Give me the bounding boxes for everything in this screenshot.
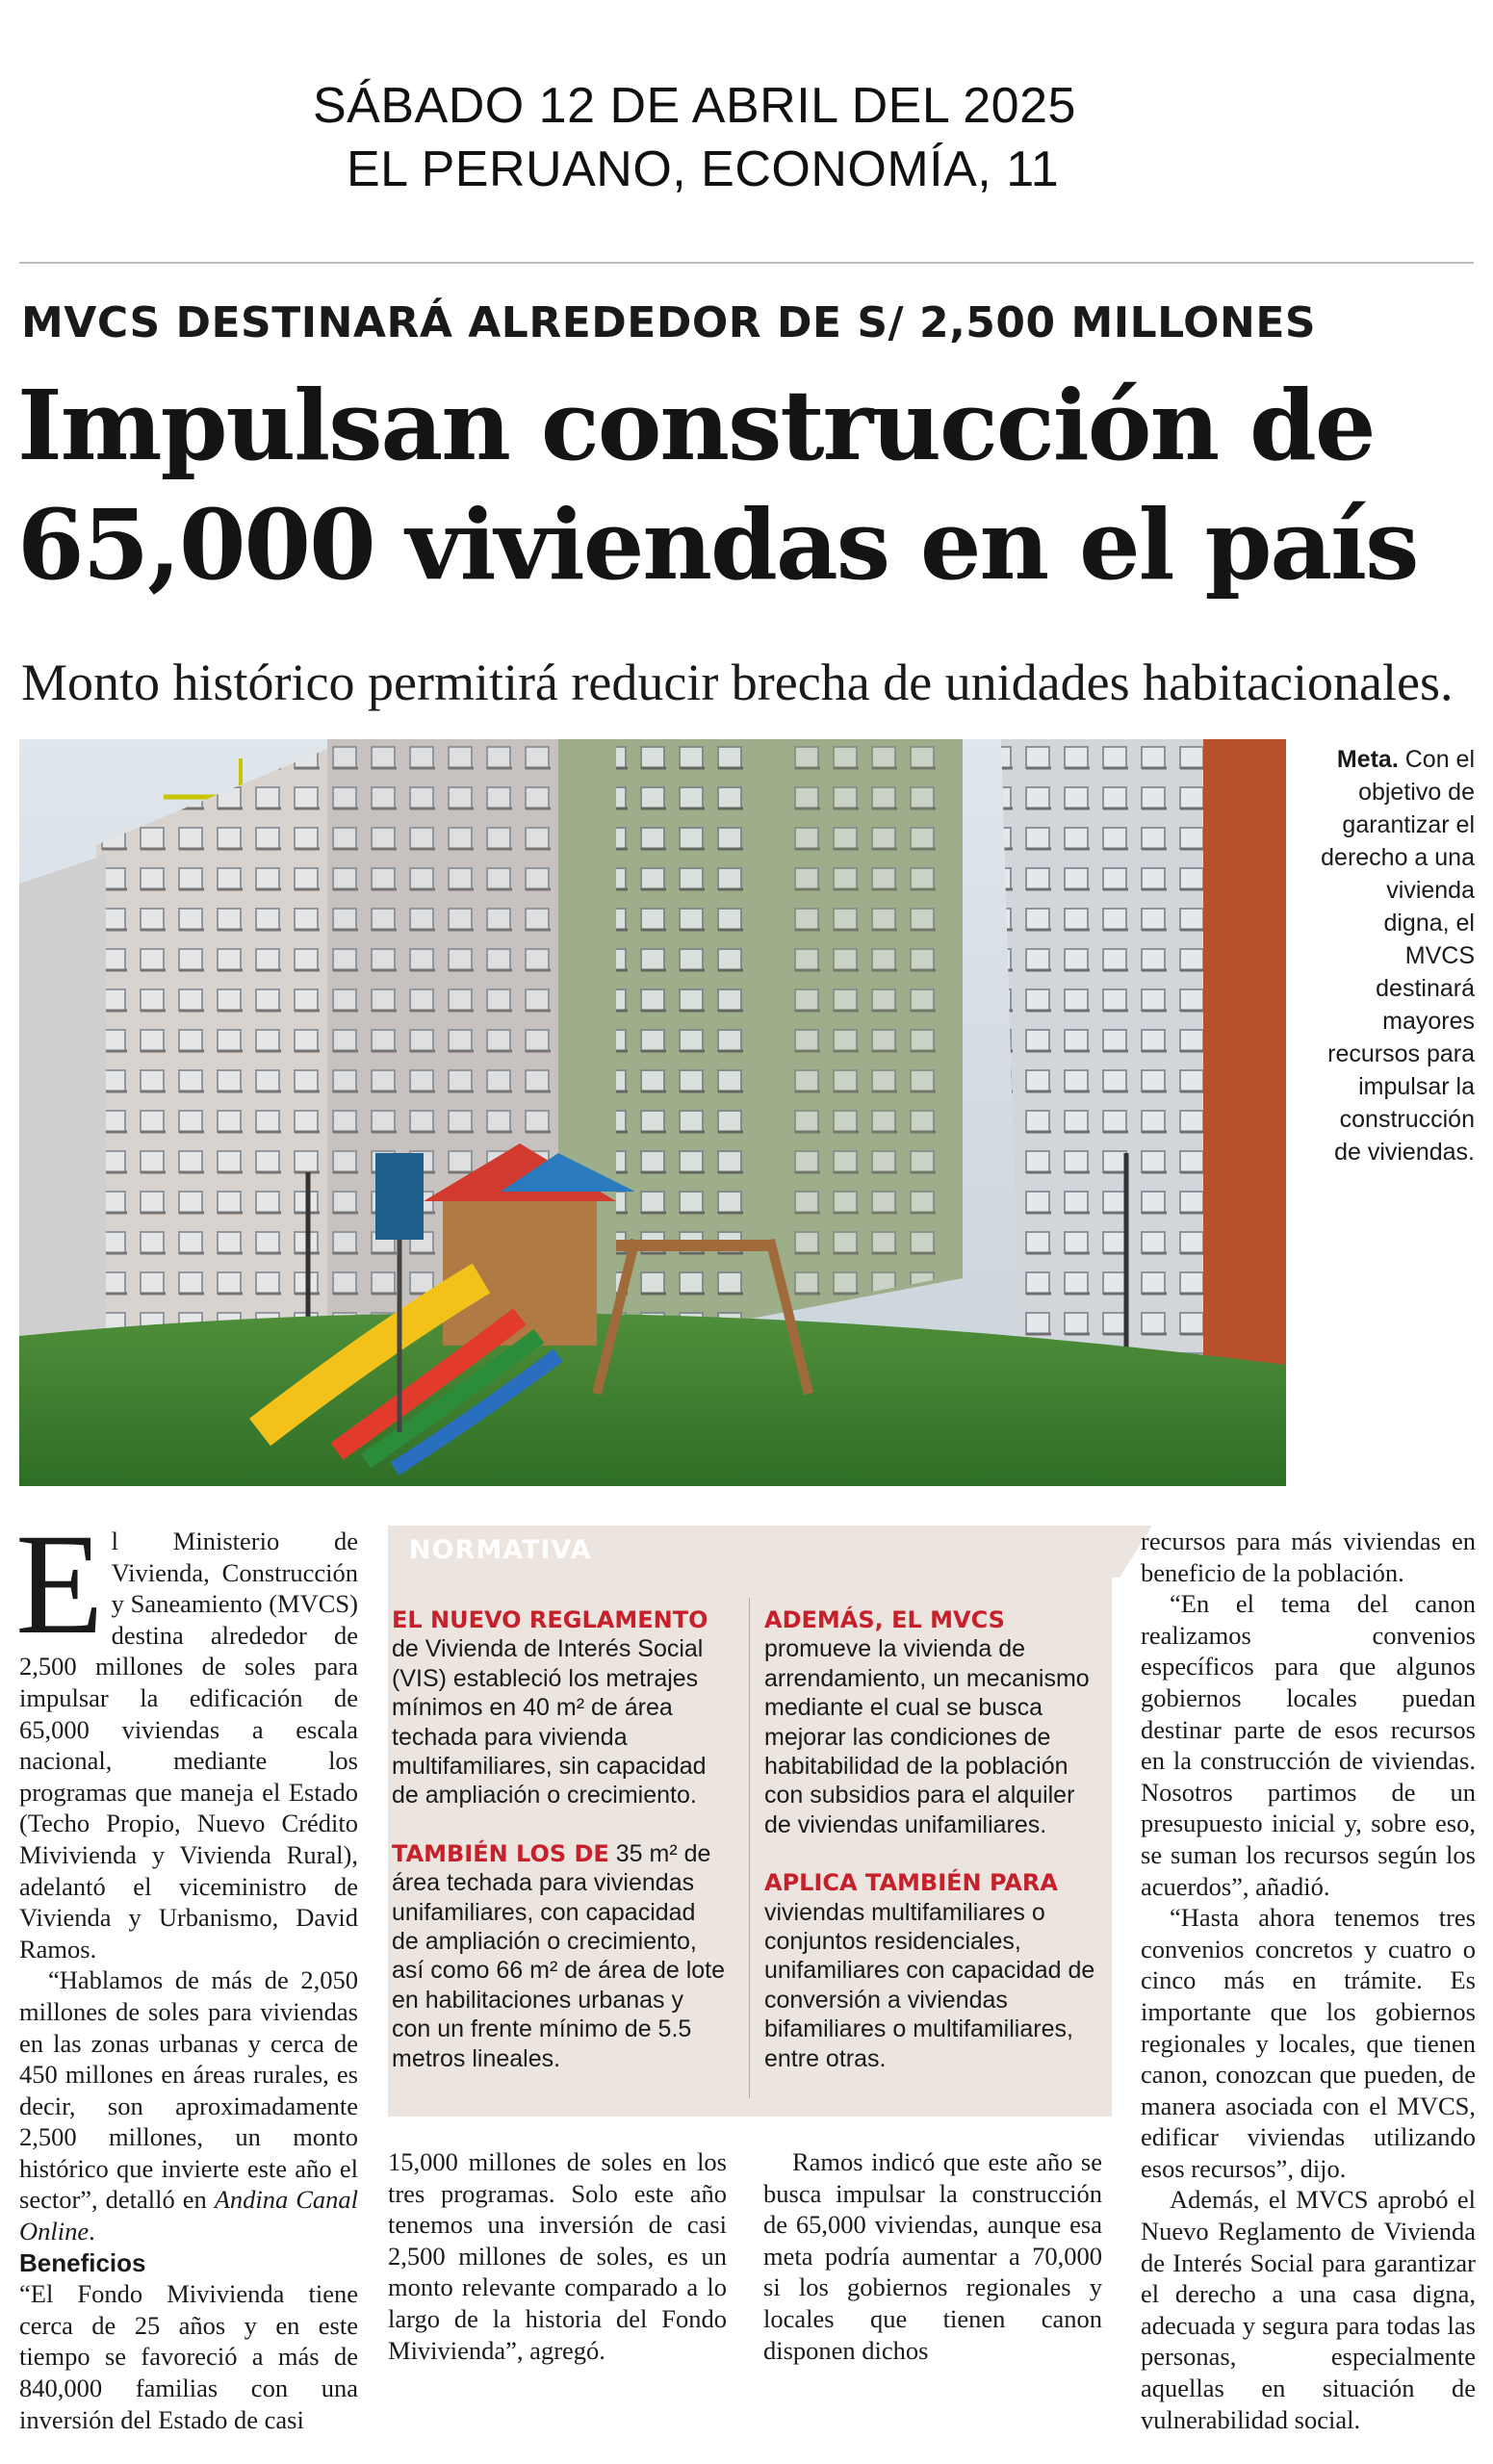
drop-cap: E [15,1504,104,1664]
header-divider [19,262,1474,264]
body-paragraph-5: Ramos indicó que este año se busca impulsar la construcción de 65,000 viviendas, aunque esa meta podría aumentar a 70,000 si los gobiernos regionales y locales que tienen canon disponen dichos [763,2147,1102,2365]
edition-date: SÁBADO 12 DE ABRIL DEL 2025 [313,78,1076,134]
article-headline [17,366,1476,604]
body-paragraph-8: “Hasta ahora tenemos tres convenios concretos y cuatro o cinco más en trámite. Es importante que los gobiernos regionales y locales, que tienen canon, conozcan que pueden, de manera asociada con el MVCS, edificar viviendas utilizando esos recursos”, dijo. [1141,1903,1476,2183]
box-item-lead: ADEMÁS, EL MVCS [764,1606,1005,1633]
box-divider [749,1598,750,2098]
box-item-text: de Vivienda de Interés Social (VIS) estableció los metrajes mínimos en 40 m² de área techada para vivienda multifamiliares, sin capacidad de ampliación o crecimiento. [392,1635,707,1810]
box-column-left [392,1605,729,2102]
quote-text: “Hablamos de más de 2,050 millones de soles para viviendas en las zonas urbanas y cerca de 450 millones en áreas rurales, es decir, son aproximadamente 2,500 millones, un monto histórico que invierte este año el sector”, detalló en [19,1965,358,2215]
box-item-text: promueve la vivienda de arrendamiento, un mecanismo mediante el cual se busca mejorar las condiciones de habitabilidad de la población con subsidios para el alquiler de viviendas unifamiliares. [764,1635,1090,1838]
body-column-3 [763,2146,1102,2366]
body-column-2 [388,2146,727,2366]
box-item-3 [764,1605,1106,1839]
box-item-lead: TAMBIÉN LOS DE [392,1839,609,1867]
body-paragraph-4: 15,000 millones de soles en los tres programas. Solo este año tenemos una inversión de casi 2,500 millones de soles, es un monto relevante comparado a lo largo de la historia del Fondo Mivivienda”, agregó. [388,2147,727,2365]
article-kicker: MVCS DESTINARÁ ALREDEDOR DE S/ 2,500 MILLONES [21,298,1317,347]
box-item-4 [764,1868,1106,2073]
box-item-1 [392,1605,729,1810]
section-subtitle: Beneficios [19,2247,146,2277]
photo-caption [1321,743,1475,1168]
box-item-lead: APLICA TAMBIÉN PARA [764,1869,1058,1897]
article-photo [19,739,1286,1486]
body-paragraph-2 [19,1964,358,2246]
headline-line-2: 65,000 viviendas en el país [17,488,1418,602]
box-item-2 [392,1839,729,2073]
publication-source: EL PERUANO, ECONOMÍA, 11 [347,141,1060,197]
body-paragraph-7: “En el tema del canon realizamos convenios específicos para que algunos gobiernos locales puedan destinar parte de esos recursos en la construcción de viviendas. Nosotros partimos de un presupuesto inicial y, sobre eso, se suman los recursos según los acuerdos”, añadió. [1141,1589,1476,1901]
caption-text: Con el objetivo de garantizar el derecho a una vivienda digna, el MVCS destinará mayores recursos para impulsar la construcción de viviendas. [1321,746,1475,1166]
body-paragraph-9: Además, el MVCS aprobó el Nuevo Reglamento de Vivienda de Interés Social para garantizar el derecho a una casa digna, adecuada y segura para todas las personas, especialmente aquellas en situación de vulnerabilidad social. [1141,2185,1476,2434]
box-item-text: viviendas multifamiliares o conjuntos residenciales, unifamiliares con capacidad de conversión a viviendas bifamiliares o multifamiliares, entre otras. [764,1898,1095,2072]
box-item-lead: EL NUEVO REGLAMENTO [392,1606,708,1633]
body-column-1 [15,1504,358,2435]
box-label: NORMATIVA [409,1535,592,1565]
body-paragraph-3: “El Fondo Mivivienda tiene cerca de 25 años y en este tiempo se favoreció a más de 840,000 familias con una inversión del Estado de casi [19,2279,358,2434]
box-item-text: 35 m² de área techada para viviendas unifamiliares, con capacidad de ampliación o crecimiento, así como 66 m² de área de lote en habilitaciones urbanas y con un frente mínimo de 5.5 metros lineales. [392,1839,726,2072]
box-column-right [764,1605,1106,2102]
body-paragraph-6: recursos para más viviendas en beneficio de la población. [1141,1527,1476,1587]
headline-line-1: Impulsan construcción de [17,369,1375,482]
period: . [89,2217,95,2246]
body-paragraph-1: l Ministerio de Vivienda, Construcción y Saneamiento (MVCS) destina alrededor de 2,500 millones de soles para impulsar la edificación de 65,000 viviendas a escala nacional, mediante los programas que maneja el Estado (Techo Propio, Nuevo Crédito Mivivienda y Vivienda Rural), adelantó el viceministro de Vivienda y Urbanismo, David Ramos. [19,1527,358,1964]
article-subhead: Monto histórico permitirá reducir brecha de unidades habitacionales. [21,654,1454,711]
box-tab [388,1526,1120,1578]
source-name: Andina Canal Online [19,2185,358,2246]
body-paragraph [15,1504,358,1964]
caption-lead: Meta. [1336,746,1399,773]
body-column-4 [1141,1526,1476,2435]
